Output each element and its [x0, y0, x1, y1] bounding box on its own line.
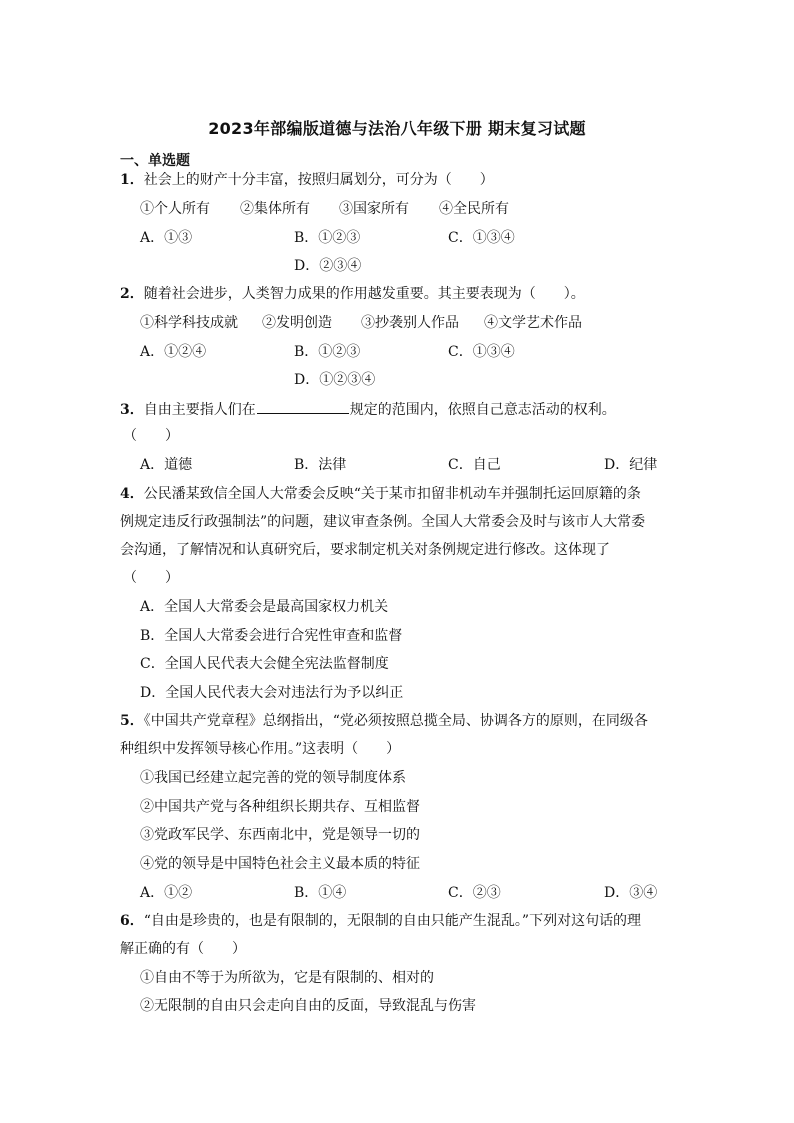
question-text: 种组织中发挥领导核心作用。”这表明（ ）	[120, 741, 401, 757]
question-number: 5．	[120, 713, 144, 729]
question-2-stem	[120, 284, 585, 304]
question-text: 解正确的有（ ）	[120, 941, 246, 957]
question-2-option-a[interactable]: A．①②④	[140, 344, 207, 360]
question-3-option-c[interactable]: C．自己	[448, 457, 501, 473]
fill-in-blank[interactable]	[257, 398, 349, 414]
question-text: 自由主要指人们在	[143, 402, 256, 418]
question-3-stem	[120, 398, 616, 420]
question-2-option-c[interactable]: C．①③④	[448, 344, 515, 360]
question-1-option-c[interactable]: C．①③④	[448, 230, 515, 246]
question-3-option-b[interactable]: B．法律	[294, 457, 347, 473]
question-2-option-d[interactable]: D．①②③④	[294, 372, 376, 388]
question-4-option-d[interactable]: D．全国人民代表大会对违法行为予以纠正	[140, 685, 404, 701]
section-heading: 一、单选题	[120, 153, 190, 169]
question-4-option-c[interactable]: C．全国人民代表大会健全宪法监督制度	[140, 656, 389, 672]
question-2-item: ②发明创造	[262, 315, 332, 331]
question-number: 4．	[120, 486, 144, 502]
question-6-item: ②无限制的自由只会走向自由的反面，导致混乱与伤害	[140, 998, 476, 1014]
question-text: 随着社会进步，人类智力成果的作用越发重要。其主要表现为（ ）。	[143, 286, 585, 302]
answer-parentheses: （ ）	[123, 570, 179, 586]
question-1-stem	[120, 170, 494, 190]
question-4-option-a[interactable]: A．全国人大常委会是最高国家权力机关	[140, 599, 389, 615]
question-2-item: ①科学科技成就	[140, 315, 238, 331]
question-text: 规定的范围内，依照自己意志活动的权利。	[349, 402, 616, 418]
question-5-item: ②中国共产党与各种组织长期共存、互相监督	[140, 799, 420, 815]
question-number: 6．	[120, 913, 144, 929]
question-number: 3．	[120, 402, 144, 418]
question-text: 会沟通，了解情况和认真研究后，要求制定机关对条例规定进行修改。这体现了	[120, 542, 610, 558]
question-1-item: ③国家所有	[339, 201, 409, 217]
question-3-option-a[interactable]: A．道德	[140, 457, 193, 473]
question-number: 2．	[120, 286, 144, 302]
question-2-item: ④文学艺术作品	[484, 315, 582, 331]
question-5-item: ①我国已经建立起完善的党的领导制度体系	[140, 770, 406, 786]
question-3-option-d[interactable]: D．纪律	[604, 457, 658, 473]
question-5-option-a[interactable]: A．①②	[140, 885, 193, 901]
question-6-item: ①自由不等于为所欲为，它是有限制的、相对的	[140, 970, 434, 986]
question-2-option-b[interactable]: B．①②③	[294, 344, 361, 360]
question-number: 1．	[120, 172, 144, 188]
question-5-item: ③党政军民学、东西南北中，党是领导一切的	[140, 827, 420, 843]
question-5-option-b[interactable]: B．①④	[294, 885, 347, 901]
question-1-option-b[interactable]: B．①②③	[294, 230, 361, 246]
question-text: 社会上的财产十分丰富，按照归属划分，可分为（ ）	[143, 172, 494, 188]
page-title: 2023年部编版道德与法治八年级下册 期末复习试题	[208, 119, 586, 138]
question-5-option-d[interactable]: D．③④	[604, 885, 658, 901]
question-1-item: ④全民所有	[439, 201, 509, 217]
question-1-item: ②集体所有	[240, 201, 310, 217]
question-6-stem	[120, 911, 641, 931]
question-text: “自由是珍贵的，也是有限制的，无限制的自由只能产生混乱。”下列对这句话的理	[143, 913, 642, 929]
question-5-item: ④党的领导是中国特色社会主义最本质的特征	[140, 856, 420, 872]
question-2-item: ③抄袭别人作品	[361, 315, 459, 331]
question-text: 《中国共产党章程》总纲指出，“党必须按照总揽全局、协调各方的原则，在同级各	[143, 713, 648, 729]
question-5-option-c[interactable]: C．②③	[448, 885, 501, 901]
question-1-item: ①个人所有	[140, 201, 210, 217]
question-4-stem	[120, 484, 641, 504]
answer-parentheses: （ ）	[123, 428, 179, 444]
question-text: 公民潘某致信全国人大常委会反映“关于某市扣留非机动车并强制托运回原籍的条	[143, 486, 641, 502]
question-4-option-b[interactable]: B．全国人大常委会进行合宪性审查和监督	[140, 628, 403, 644]
question-1-option-d[interactable]: D．②③④	[294, 258, 362, 274]
question-5-stem	[120, 711, 648, 731]
question-1-option-a[interactable]: A．①③	[140, 230, 193, 246]
question-text: 例规定违反行政强制法”的问题，建议审查条例。全国人大常委会及时与该市人大常委	[120, 514, 646, 530]
